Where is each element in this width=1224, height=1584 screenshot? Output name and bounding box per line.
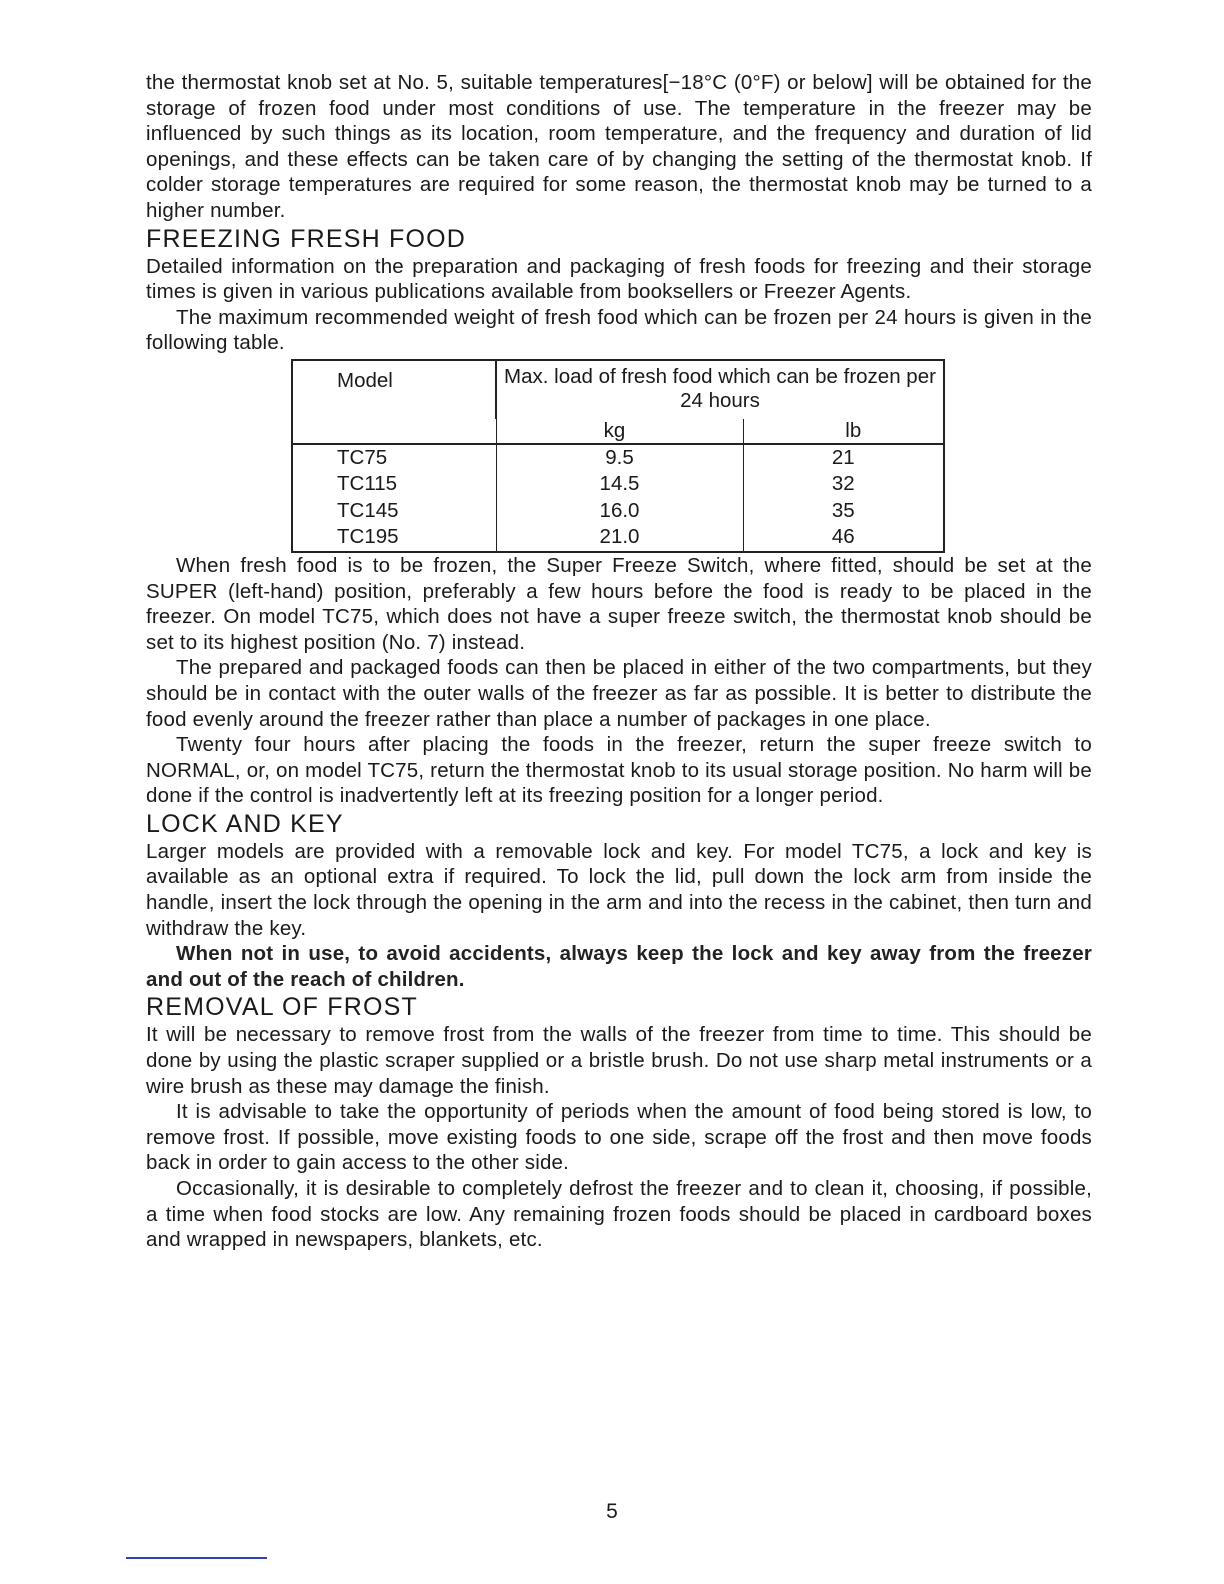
- manual-page: [146, 70, 1092, 1253]
- frost-paragraph-2: It is advisable to take the opportunity of periods when the amount of food being stored is low, to remove frost. If possible, move existing foods to one side, scrape off the frost and then move foods back in order to gain access to the other side.: [146, 1100, 1092, 1175]
- table-cell-kg: 9.5: [496, 444, 743, 472]
- table-cell-lb: 32: [743, 471, 944, 498]
- table-cell-model: TC195: [292, 524, 496, 552]
- table-header-max-load: Max. load of fresh food which can be frozen per 24 hours: [496, 360, 944, 419]
- freezing-paragraph-4: The prepared and packaged foods can then be placed in either of the two compartments, but they should be in contact with the outer walls of the freezer as far as possible. It is better to distribute the food evenly around the freezer rather than place a number of packages in one place.: [146, 656, 1092, 731]
- frost-paragraph-3: Occasionally, it is desirable to completely defrost the freezer and to clean it, choosing, if possible, a time when food stocks are low. Any remaining frozen foods should be placed in cardboard boxes and wrapped in newspapers, blankets, etc.: [146, 1177, 1092, 1252]
- freezing-paragraph-3: When fresh food is to be frozen, the Super Freeze Switch, where fitted, should be set at the SUPER (left-hand) position, preferably a few hours before the food is ready to be placed in the freezer. On model TC75, which does not have a super freeze switch, the thermostat knob should be set to its highest position (No. 7) instead.: [146, 553, 1092, 654]
- table-header-lb: lb: [743, 419, 944, 444]
- heading-lock-and-key: LOCK AND KEY: [146, 809, 344, 838]
- intro-paragraph: the thermostat knob set at No. 5, suitable temperatures[−18°C (0°F) or below] will be obtained for the storage of frozen food under most conditions of use. The temperature in the freezer may be influenced by such things as its location, room temperature, and the frequency and duration of lid openings, and these effects can be taken care of by changing the setting of the thermostat knob. If colder storage temperatures are required for some reason, the thermostat knob may be turned to a higher number.: [146, 71, 1092, 222]
- freezing-paragraph-5: Twenty four hours after placing the foods in the freezer, return the super freeze switch to NORMAL, or, on model TC75, return the thermostat knob to its usual storage position. No harm will be done if the control is inadvertently left at its freezing position for a longer period.: [146, 733, 1092, 808]
- table-cell-kg: 16.0: [496, 498, 743, 525]
- page-number: 5: [606, 1500, 618, 1523]
- table-row: [292, 524, 944, 552]
- table-cell-kg: 21.0: [496, 524, 743, 552]
- freezing-paragraph-1: Detailed information on the preparation and packaging of fresh foods for freezing and their storage times is given in various publications available from booksellers or Freezer Agents.: [146, 254, 1092, 304]
- table-header-kg: kg: [496, 419, 743, 444]
- heading-freezing-fresh-food: FREEZING FRESH FOOD: [146, 224, 467, 253]
- lock-paragraph-1: Larger models are provided with a removable lock and key. For model TC75, a lock and key is available as an optional extra if required. To lock the lid, pull down the lock arm from inside the handle, insert the lock through the opening in the arm and into the recess in the cabinet, then turn and withdraw the key.: [146, 839, 1092, 940]
- table-row: [292, 498, 944, 525]
- heading-removal-of-frost: REMOVAL OF FROST: [146, 993, 418, 1022]
- lock-paragraph-2: When not in use, to avoid accidents, always keep the lock and key away from the freezer and out of the reach of children.: [146, 942, 1092, 991]
- freezing-load-table: [291, 359, 945, 553]
- table-cell-lb: 21: [743, 444, 944, 472]
- table-row: [292, 471, 944, 498]
- table-row: [292, 444, 944, 472]
- table-header-model: Model: [292, 360, 496, 444]
- table-cell-lb: 46: [743, 524, 944, 552]
- table-cell-lb: 35: [743, 498, 944, 525]
- footer-rule: [126, 1557, 267, 1559]
- frost-paragraph-1: It will be necessary to remove frost from the walls of the freezer from time to time. This should be done by using the plastic scraper supplied or a bristle brush. Do not use sharp metal instruments or a wire brush as these may damage the finish.: [146, 1023, 1092, 1098]
- freezing-paragraph-2: The maximum recommended weight of fresh food which can be frozen per 24 hours is given in the following table.: [146, 305, 1092, 355]
- table-cell-model: TC145: [292, 498, 496, 525]
- table-cell-model: TC115: [292, 471, 496, 498]
- table-cell-model: TC75: [292, 444, 496, 472]
- table-cell-kg: 14.5: [496, 471, 743, 498]
